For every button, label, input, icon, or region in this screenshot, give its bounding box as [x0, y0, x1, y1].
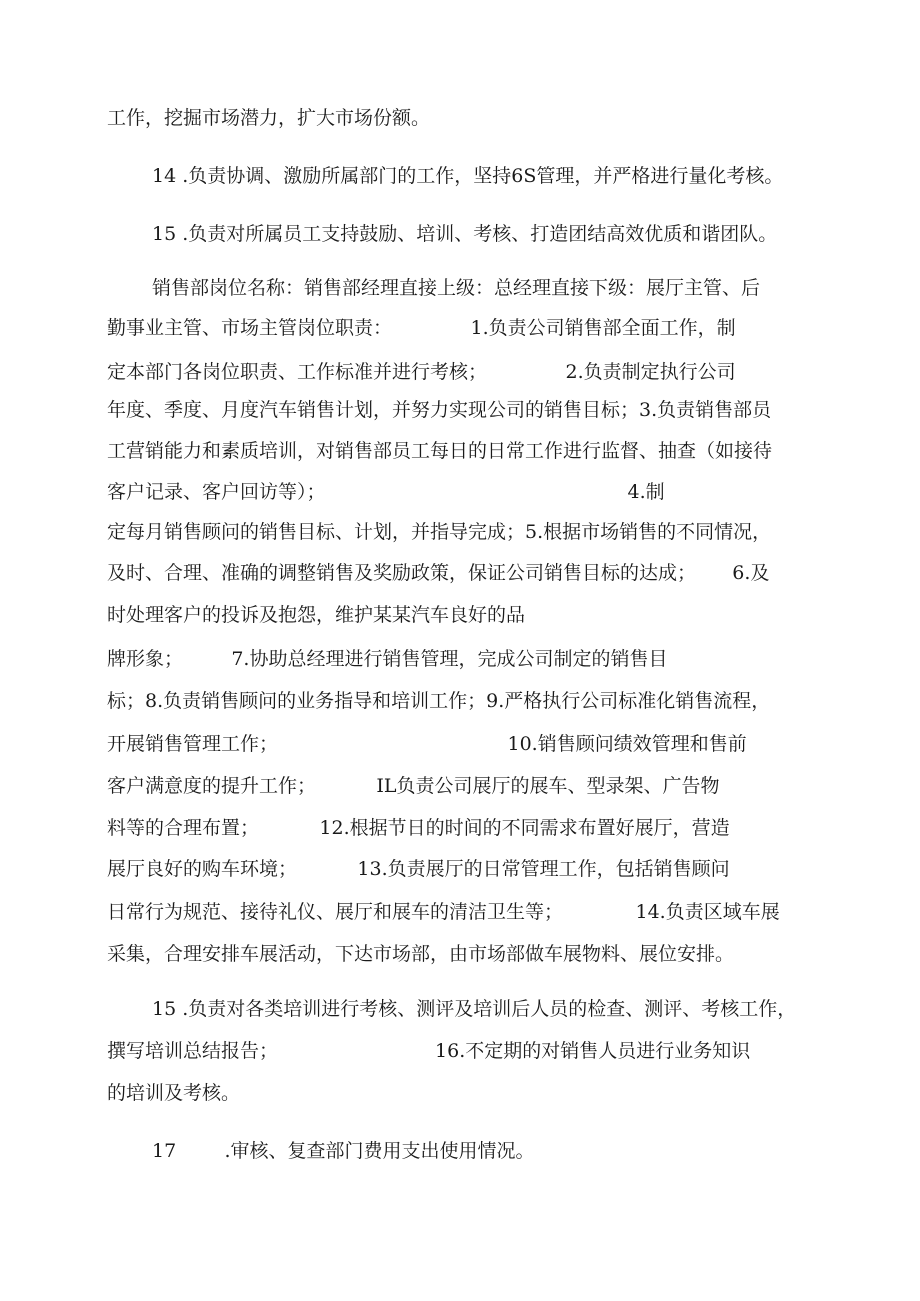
paragraph-line: 客户满意度的提升工作； IL负责公司展厅的展车、型录架、广告物: [107, 775, 720, 797]
paragraph-line: 采集，合理安排车展活动，下达市场部，由市场部做车展物料、展位安排。: [107, 943, 735, 965]
paragraph-line: 撰写培训总结报告； 16.不定期的对销售人员进行业务知识: [107, 1040, 751, 1062]
paragraph-line: 及时、合理、准确的调整销售及奖励政策，保证公司销售目标的达成； 6.及: [107, 562, 770, 584]
paragraph-line: 标；8.负责销售顾问的业务指导和培训工作；9.严格执行公司标准化销售流程，: [107, 690, 771, 712]
paragraph-line: 定每月销售顾问的销售目标、计划，并指导完成；5.根据市场销售的不同情况，: [107, 521, 772, 543]
paragraph-line: 15 .负责对所属员工支持鼓励、培训、考核、打造团结高效优质和谐团队。: [152, 223, 778, 245]
paragraph-line: 14 .负责协调、激励所属部门的工作，坚持6S管理，并严格进行量化考核。: [152, 165, 784, 187]
paragraph-line: 展厅良好的购车环境； 13.负责展厅的日常管理工作，包括销售顾问: [107, 858, 730, 880]
paragraph-line: 客户记录、客户回访等）； 4.制: [107, 481, 665, 503]
paragraph-line: 牌形象； 7.协助总经理进行销售管理，完成公司制定的销售目: [107, 648, 668, 670]
paragraph-line: 的培训及考核。: [107, 1082, 241, 1104]
paragraph-line: 定本部门各岗位职责、工作标准并进行考核； 2.负责制定执行公司: [107, 361, 736, 383]
paragraph-line: 17 .审核、复查部门费用支出使用情况。: [152, 1140, 535, 1162]
paragraph-line: 年度、季度、月度汽车销售计划，并努力实现公司的销售目标；3.负责销售部员: [107, 399, 772, 421]
paragraph-line: 15 .负责对各类培训进行考核、测评及培训后人员的检查、测评、考核工作，: [152, 998, 797, 1020]
paragraph-line: 日常行为规范、接待礼仪、展厅和展车的清洁卫生等； 14.负责区域车展: [107, 901, 780, 923]
paragraph-line: 工营销能力和素质培训，对销售部员工每日的日常工作进行监督、抽查（如接待: [107, 440, 773, 462]
paragraph-line: 料等的合理布置； 12.根据节日的时间的不同需求布置好展厅，营造: [107, 817, 730, 839]
paragraph-line: 销售部岗位名称：销售部经理直接上级：总经理直接下级：展厅主管、后: [152, 277, 761, 299]
paragraph-line: 时处理客户的投诉及抱怨，维护某某汽车良好的品: [107, 604, 526, 626]
paragraph-line: 开展销售管理工作； 10.销售顾问绩效管理和售前: [107, 733, 747, 755]
paragraph-line: 勤事业主管、市场主管岗位职责： 1.负责公司销售部全面工作，制: [107, 317, 736, 339]
paragraph-line: 工作，挖掘市场潜力，扩大市场份额。: [107, 107, 431, 129]
